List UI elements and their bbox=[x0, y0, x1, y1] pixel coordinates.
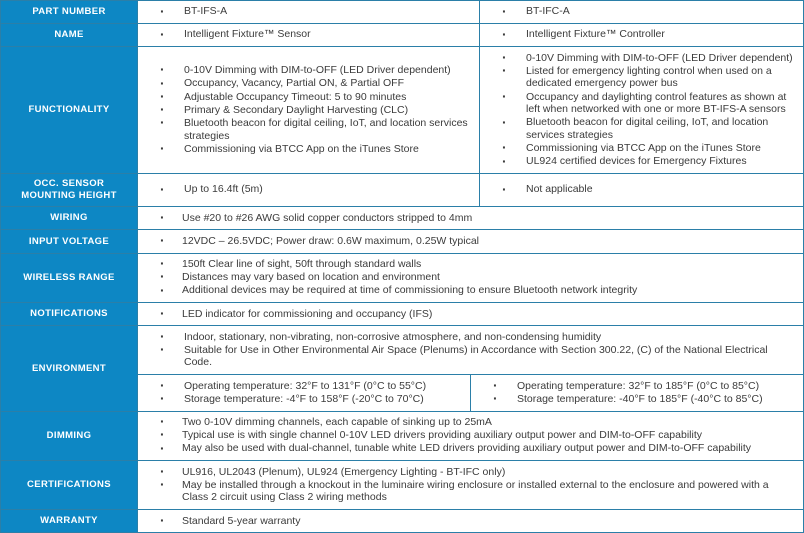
row-label-environment bbox=[1, 326, 138, 411]
table-row bbox=[1, 230, 804, 253]
bullet-list bbox=[138, 234, 803, 247]
row-label-line: WIRING bbox=[50, 212, 88, 224]
row-label-line: ENVIRONMENT bbox=[31, 362, 107, 374]
table-row bbox=[1, 253, 804, 303]
spec-table-body bbox=[1, 1, 804, 533]
row-content-full bbox=[138, 510, 804, 533]
row-label-part-number bbox=[1, 1, 138, 24]
row-content-controller bbox=[480, 1, 804, 24]
row-label-line: NOTIFICATIONS bbox=[30, 308, 108, 320]
bullet-list bbox=[138, 258, 803, 298]
bullet-item: · Occupancy, Vacancy, Partial ON, & Partial OFF bbox=[138, 77, 479, 90]
table-row bbox=[1, 207, 804, 230]
row-label-occ-sensor-mounting-height bbox=[1, 174, 138, 207]
bullet-list bbox=[471, 379, 803, 405]
row-label-wiring bbox=[1, 207, 138, 230]
bullet-item: · Bluetooth beacon for digital ceiling, IoT, and location services strategies bbox=[480, 116, 803, 142]
bullet-list bbox=[138, 183, 479, 196]
environment-temperature-sensor bbox=[138, 375, 471, 411]
row-label-warranty bbox=[1, 510, 138, 533]
bullet-item: · UL924 certified devices for Emergency Fixtures bbox=[480, 155, 803, 168]
bullet-item: · 0-10V Dimming with DIM-to-OFF (LED Driver dependent) bbox=[138, 64, 479, 77]
environment-temperature-band bbox=[138, 375, 803, 411]
bullet-item: · May be installed through a knockout in the luminaire wiring enclosure or installed external to the enclosure and powered with a Class 2 circuit using Class 2 wiring methods bbox=[138, 479, 803, 505]
table-row bbox=[1, 1, 804, 24]
bullet-item: · Storage temperature: -40°F to 185°F (-40°C to 85°C) bbox=[471, 393, 803, 406]
bullet-item: · Commissioning via BTCC App on the iTunes Store bbox=[138, 143, 479, 156]
row-label-dimming bbox=[1, 411, 138, 461]
row-label-wireless-range bbox=[1, 253, 138, 303]
bullet-list bbox=[480, 5, 803, 18]
bullet-item: · 12VDC – 26.5VDC; Power draw: 0.6W maximum, 0.25W typical bbox=[138, 234, 803, 247]
bullet-list bbox=[138, 307, 803, 320]
bullet-item: · Occupancy and daylighting control features as shown at left when networked with one or more BT-IFS-A sensors bbox=[480, 90, 803, 116]
bullet-item: · Intelligent Fixture™ Sensor bbox=[138, 28, 479, 41]
row-content-controller bbox=[480, 24, 804, 47]
bullet-item: · Not applicable bbox=[480, 183, 803, 196]
bullet-item: · Storage temperature: -4°F to 158°F (-20°C to 70°C) bbox=[138, 393, 470, 406]
bullet-item: · Commissioning via BTCC App on the iTunes Store bbox=[480, 142, 803, 155]
row-content-sensor bbox=[138, 47, 480, 174]
table-row bbox=[1, 411, 804, 461]
bullet-list bbox=[138, 416, 803, 456]
row-label-functionality bbox=[1, 47, 138, 174]
row-content-full bbox=[138, 461, 804, 510]
row-content-controller bbox=[480, 47, 804, 174]
bullet-list bbox=[138, 64, 479, 156]
bullet-item: · 0-10V Dimming with DIM-to-OFF (LED Driver dependent) bbox=[480, 51, 803, 64]
bullet-item: · Standard 5-year warranty bbox=[138, 514, 803, 527]
table-row bbox=[1, 47, 804, 174]
row-label-certifications bbox=[1, 461, 138, 510]
table-row bbox=[1, 510, 804, 533]
bullet-item: · May also be used with dual-channel, tunable white LED drivers providing auxiliary output power and DIM-to-OFF capability bbox=[138, 442, 803, 455]
row-content-controller bbox=[480, 174, 804, 207]
row-label-line: WARRANTY bbox=[40, 515, 98, 527]
bullet-item: · Intelligent Fixture™ Controller bbox=[480, 28, 803, 41]
bullet-list bbox=[138, 330, 803, 369]
row-label-line: OCC. SENSOR bbox=[33, 178, 105, 190]
bullet-list bbox=[138, 514, 803, 527]
row-content-full bbox=[138, 207, 804, 230]
row-content-sensor bbox=[138, 1, 480, 24]
environment-general-band bbox=[138, 326, 803, 374]
table-row bbox=[1, 326, 804, 411]
bullet-item: · Use #20 to #26 AWG solid copper conductors stripped to 4mm bbox=[138, 211, 803, 224]
bullet-item: · Operating temperature: 32°F to 131°F (0°C to 55°C) bbox=[138, 379, 470, 392]
bullet-list bbox=[138, 28, 479, 41]
row-content-environment bbox=[138, 326, 804, 411]
bullet-item: · Bluetooth beacon for digital ceiling, IoT, and location services strategies bbox=[138, 117, 479, 143]
bullet-list bbox=[480, 51, 803, 168]
environment-general-text bbox=[138, 326, 803, 374]
row-content-full bbox=[138, 411, 804, 461]
row-content-sensor bbox=[138, 24, 480, 47]
bullet-item: · Listed for emergency lighting control when used on a dedicated emergency power bus bbox=[480, 65, 803, 91]
bullet-item: · Indoor, stationary, non-vibrating, non-corrosive atmosphere, and non-condensing humidity bbox=[138, 330, 803, 343]
bullet-item: · Typical use is with single channel 0-10V LED drivers providing auxiliary output power and DIM-to-OFF capability bbox=[138, 429, 803, 442]
row-content-full bbox=[138, 253, 804, 303]
table-row bbox=[1, 174, 804, 207]
environment-temperature-controller bbox=[471, 375, 804, 411]
environment-nested-table bbox=[138, 326, 803, 410]
row-label-line: MOUNTING HEIGHT bbox=[21, 190, 117, 202]
bullet-item: · Two 0-10V dimming channels, each capable of sinking up to 25mA bbox=[138, 416, 803, 429]
row-content-full bbox=[138, 303, 804, 326]
table-row bbox=[1, 303, 804, 326]
table-row bbox=[1, 24, 804, 47]
bullet-item: · LED indicator for commissioning and occupancy (IFS) bbox=[138, 307, 803, 320]
bullet-list bbox=[138, 211, 803, 224]
row-content-full bbox=[138, 230, 804, 253]
bullet-item: · BT-IFC-A bbox=[480, 5, 803, 18]
row-label-line: INPUT VOLTAGE bbox=[28, 235, 110, 247]
row-label-line: WIRELESS RANGE bbox=[23, 271, 115, 283]
bullet-item: · UL916, UL2043 (Plenum), UL924 (Emergency Lighting - BT-IFC only) bbox=[138, 465, 803, 478]
bullet-item: · Up to 16.4ft (5m) bbox=[138, 183, 479, 196]
row-label-line: PART NUMBER bbox=[32, 6, 106, 18]
row-label-name bbox=[1, 24, 138, 47]
bullet-list bbox=[480, 183, 803, 196]
bullet-item: · 150ft Clear line of sight, 50ft through standard walls bbox=[138, 258, 803, 271]
bullet-item: · Adjustable Occupancy Timeout: 5 to 90 minutes bbox=[138, 90, 479, 103]
row-label-line: FUNCTIONALITY bbox=[28, 104, 110, 116]
row-label-input-voltage bbox=[1, 230, 138, 253]
row-label-line: CERTIFICATIONS bbox=[27, 479, 111, 491]
bullet-list bbox=[138, 5, 479, 18]
bullet-item: · Operating temperature: 32°F to 185°F (0°C to 85°C) bbox=[471, 379, 803, 392]
table-row bbox=[1, 461, 804, 510]
row-content-sensor bbox=[138, 174, 480, 207]
bullet-list bbox=[138, 379, 470, 405]
bullet-item: · Additional devices may be required at time of commissioning to ensure Bluetooth network integrity bbox=[138, 284, 803, 297]
row-label-notifications bbox=[1, 303, 138, 326]
bullet-item: · Suitable for Use in Other Environmental Air Space (Plenums) in Accordance with Section 300.22, (C) of the National Electrical Code. bbox=[138, 344, 803, 370]
bullet-item: · Distances may vary based on location and environment bbox=[138, 271, 803, 284]
row-label-line: NAME bbox=[54, 29, 84, 41]
row-label-line: DIMMING bbox=[46, 430, 92, 442]
bullet-list bbox=[480, 28, 803, 41]
bullet-item: · Primary & Secondary Daylight Harvesting (CLC) bbox=[138, 104, 479, 117]
bullet-item: · BT-IFS-A bbox=[138, 5, 479, 18]
bullet-list bbox=[138, 465, 803, 504]
